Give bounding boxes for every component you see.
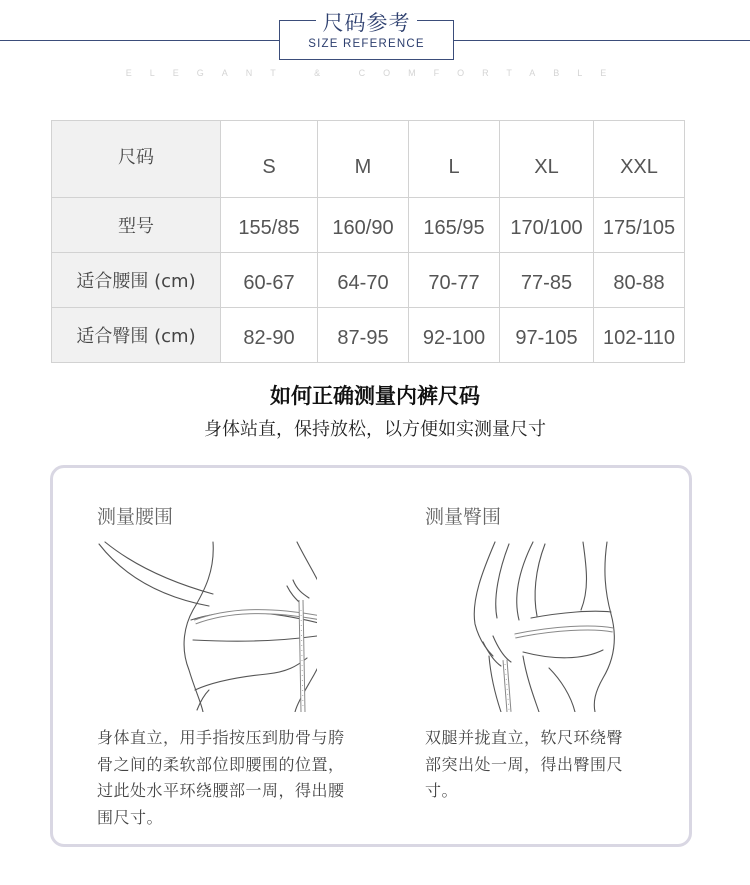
waist-line: 身体直立，用手指按压到肋骨与胯: [97, 728, 345, 747]
table-cell: 64-70: [318, 253, 409, 308]
size-cell: XXL: [594, 121, 685, 198]
table-cell: 97-105: [500, 308, 594, 363]
table-cell: 60-67: [221, 253, 318, 308]
size-cell: M: [318, 121, 409, 198]
size-table: [51, 120, 685, 363]
measure-panel: [50, 465, 692, 847]
measure-heading: 如何正确测量内裤尺码: [270, 384, 480, 408]
waist-instructions: [97, 725, 387, 831]
table-row: [52, 253, 685, 308]
table-cell: 92-100: [409, 308, 500, 363]
table-cell: 102-110: [594, 308, 685, 363]
waist-line: 过此处水平环绕腰部一周，得出腰: [97, 781, 345, 800]
table-row: [52, 198, 685, 253]
page-title: 尺码参考: [322, 11, 411, 35]
waist-line: 骨之间的柔软部位即腰围的位置，: [97, 754, 345, 774]
hip-section-title: 测量臀围: [425, 506, 502, 528]
waist-measure-illustration: [97, 540, 317, 712]
table-header-row: [52, 121, 685, 198]
table-cell: 87-95: [318, 308, 409, 363]
hip-instructions: [425, 725, 675, 805]
size-cell: L: [409, 121, 500, 198]
size-cell: S: [221, 121, 318, 198]
row-label-cell: 适合腰围 (cm): [52, 253, 221, 308]
page-subtitle: SIZE REFERENCE: [308, 38, 425, 50]
header-rule-left: [0, 40, 280, 41]
table-cell: 77-85: [500, 253, 594, 308]
size-cell: XL: [500, 121, 594, 198]
hip-line: 双腿并拢直立，软尺环绕臀: [425, 728, 624, 747]
tagline: ELEGANT & COMFORTABLE: [125, 68, 625, 78]
table-row: [52, 308, 685, 363]
table-cell: 160/90: [318, 198, 409, 253]
row-label-cell: 型号: [52, 198, 221, 253]
table-cell: 80-88: [594, 253, 685, 308]
hip-line: 部突出处一周，得出臀围尺: [425, 754, 624, 774]
header-rule-right: [453, 40, 750, 41]
measure-subheading: 身体站直，保持放松，以方便如实测量尺寸: [204, 419, 546, 440]
table-cell: 82-90: [221, 308, 318, 363]
table-cell: 175/105: [594, 198, 685, 253]
hip-line: 寸。: [425, 781, 459, 800]
waist-section-title: 测量腰围: [97, 506, 174, 528]
table-cell: 155/85: [221, 198, 318, 253]
hip-measure-illustration: [453, 540, 633, 712]
waist-line: 围尺寸。: [97, 807, 164, 827]
header-label-cell: 尺码: [52, 121, 221, 198]
table-cell: 170/100: [500, 198, 594, 253]
table-cell: 165/95: [409, 198, 500, 253]
table-cell: 70-77: [409, 253, 500, 308]
header-frame: [279, 11, 454, 60]
row-label-cell: 适合臀围 (cm): [52, 308, 221, 363]
